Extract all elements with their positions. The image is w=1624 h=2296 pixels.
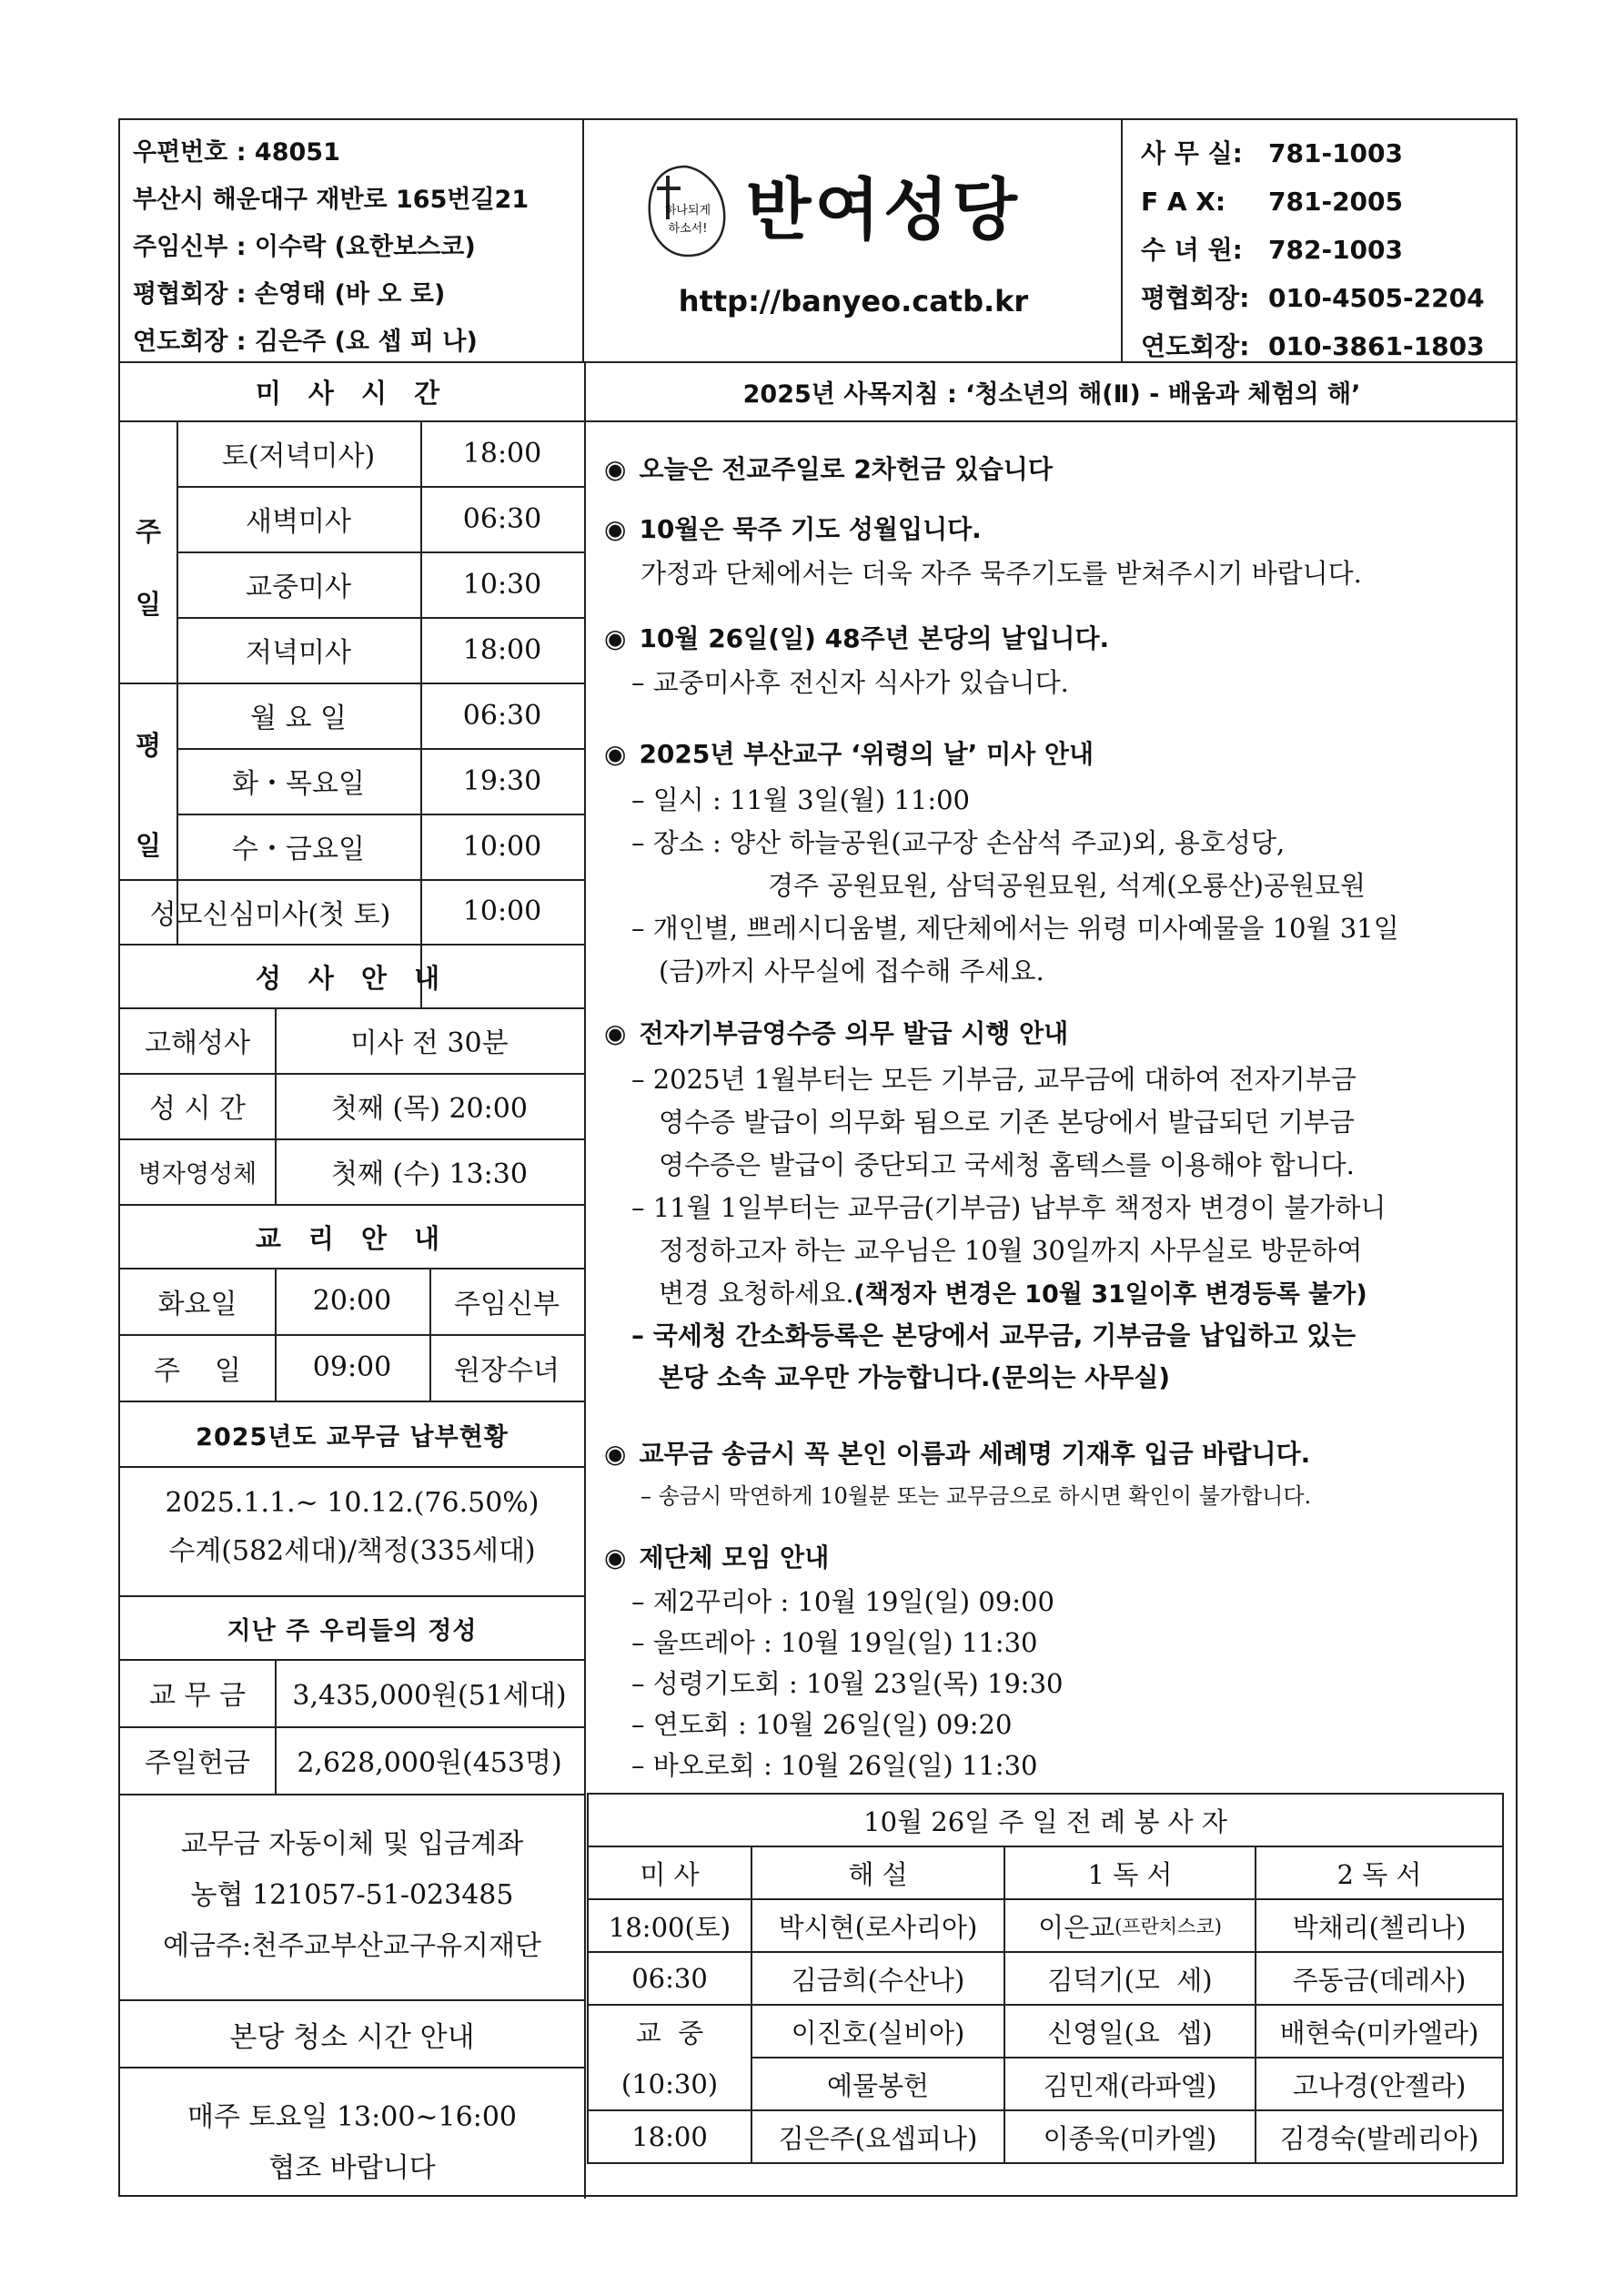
offering-title: 지난 주 우리들의 정성 — [227, 1616, 478, 1645]
weekday-label-1: 평 — [135, 729, 161, 761]
servers-reader2: 김경숙(발레리아) — [1279, 2122, 1479, 2154]
church-url[interactable]: http://banyeo.catb.kr — [678, 284, 1029, 319]
servers-mass: 06:30 — [631, 1963, 708, 1994]
servers-mass: 18:00(토) — [608, 1911, 731, 1943]
mass-row-name: 수・금요일 — [232, 834, 365, 865]
mass-row-time: 10:00 — [462, 830, 542, 863]
servers-reader2: 고나경(안젤라) — [1292, 2069, 1467, 2101]
meeting-line: – 울뜨레아 : 10월 19일(일) 11:30 — [631, 1627, 1038, 1658]
servers-reader2: 배현숙(미카엘라) — [1279, 2017, 1479, 2048]
servers-reader1: 김덕기(모 세) — [1047, 1964, 1213, 1996]
dues-households: 수계(582세대)/책정(335세대) — [168, 1535, 536, 1567]
catechism-day: 주 일 — [153, 1354, 242, 1387]
mass-row-name: 화・목요일 — [232, 768, 365, 800]
notice-all-souls-mass: ◉ 2025년 부산교구 ‘위령의 날’ 미사 안내 – 일시 : 11월 3일(월) 11:00 – 장소 : 양산 하늘공원(교구장 손삼석 주교)외, 용호성당, 경주 공원묘원, 삼덕공원묘원, 석계(오룡산)공원묘원 – 개인별, 쁘레시디움별, 제단체에서는 위령 미사예물을 10월 31일 (금)까지 사무실에 접수해 주세요. — [604, 739, 1399, 986]
mass-row-name: 월 요 일 — [249, 703, 347, 734]
mass-row-time: 19:30 — [462, 764, 542, 797]
servers-reader2: 주동금(데레사) — [1292, 1964, 1467, 1996]
servers-header-mass: 미 사 — [640, 1858, 700, 1890]
cleaning-time: 매주 토요일 13:00~16:00 — [187, 2101, 518, 2133]
mass-times-title: 미 사 시 간 — [255, 378, 449, 409]
meeting-line: – 연도회 : 10월 26일(일) 09:20 — [631, 1709, 1013, 1740]
contact-office: 사 무 실: 781-1003 — [1141, 138, 1403, 168]
account-number: 농협 121057-51-023485 — [190, 1879, 514, 1911]
mass-row-name: 토(저녁미사) — [221, 440, 376, 472]
servers-commentator: 김은주(요셉피나) — [778, 2122, 978, 2154]
church-logo-icon — [641, 161, 731, 261]
contact-list — [1123, 120, 1519, 361]
servers-reader1: 신영일(요 셉) — [1047, 2017, 1213, 2048]
logo-text-1: 하나되게 — [664, 204, 711, 217]
catechism-time: 20:00 — [312, 1285, 392, 1317]
weekday-label-2: 일 — [135, 829, 161, 861]
sunday-label-1: 주 — [135, 515, 161, 547]
mass-row-time: 06:30 — [462, 502, 542, 535]
servers-header-commentator: 해 설 — [848, 1858, 908, 1890]
servers-commentator: 김금희(수산나) — [791, 1964, 965, 1996]
meeting-line: – 제2꾸리아 : 10월 19일(일) 09:00 — [631, 1586, 1054, 1617]
notice-parish-day: ◉ 10월 26일(일) 48주년 본당의 날입니다. – 교중미사후 전신자 식사가 있습니다. — [604, 623, 1110, 698]
notice-mission-sunday: ◉ 오늘은 전교주일로 2차헌금 있습니다 — [604, 454, 1053, 484]
church-title-block — [584, 120, 1123, 361]
contact-convent: 수 녀 원: 782-1003 — [1141, 235, 1403, 265]
notice-e-receipt: ◉ 전자기부금영수증 의무 발급 시행 안내 – 2025년 1월부터는 모든 기부금, 교무금에 대하여 전자기부금 영수증 발급이 의무화 됨으로 기존 본당에서 발급되던 기부금 영수증은 발급이 중단되고 국세청 홈텍스를 이용해야 합니다. – 11월 1일부터는 교무금(기부금) 납부후 책정자 변경이 불가하니 정정하고자 하는 교우님은 10월 30일까지 사무실로 방문하여 변경 요청하세요.(책정자 변경은 10월 31일이후 변경등록 불가) – 국세청 간소화등록은 본당에서 교무금, 기부금을 납입하고 있는 본당 소속 교우만 가능합니다.(문의는 사무실) — [604, 1018, 1387, 1392]
servers-commentator: 박시현(로사리아) — [778, 1911, 978, 1943]
contact-council: 평협회장: 010-4505-2204 — [1141, 283, 1485, 313]
servers-mass: 18:00 — [631, 2121, 708, 2152]
servers-mass: 교 중 — [635, 2017, 704, 2048]
legion-president: 연도회장 : 김은주 (요 셉 피 나) — [133, 328, 478, 356]
church-info — [120, 120, 584, 361]
meeting-line: – 성령기도회 : 10월 23일(목) 19:30 — [631, 1668, 1064, 1699]
liturgy-servers-table — [587, 1793, 1504, 2164]
servers-reader2: 박채리(첼리나) — [1292, 1911, 1467, 1943]
sacrament-name: 성 시 간 — [148, 1093, 246, 1125]
church-name: 반여성당 — [746, 171, 1021, 249]
dues-title: 2025년도 교무금 납부현황 — [196, 1422, 509, 1451]
catechism-title: 교 리 안 내 — [255, 1222, 449, 1254]
cleaning-request: 협조 바랍니다 — [268, 2152, 436, 2184]
contact-legion: 연도회장: 010-3861-1803 — [1141, 331, 1485, 361]
notice-group-meetings: ◉ 제단체 모임 안내 – 제2꾸리아 : 10월 19일(일) 09:00 – 울뜨레아 : 10월 19일(일) 11:30 – 성령기도회 : 10월 23일(목) 19:30 – 연도회 : 10월 26일(일) 09:20 – 바오로회 : 10월 26일(일) 11:30 — [604, 1538, 1509, 1783]
mass-row-time: 10:30 — [462, 568, 542, 601]
sacrament-name: 고해성사 — [145, 1027, 250, 1059]
offering-name: 주일헌금 — [145, 1747, 250, 1779]
offering-value: 3,435,000원(51세대) — [292, 1680, 567, 1712]
contact-fax: F A X: 781-2005 — [1141, 187, 1403, 217]
sacraments-title: 성 사 안 내 — [255, 962, 449, 994]
council-president: 평협회장 : 손영태 (바 오 로) — [133, 280, 446, 308]
cleaning-title: 본당 청소 시간 안내 — [229, 2020, 475, 2054]
sacrament-value: 첫째 (목) 20:00 — [331, 1093, 528, 1125]
servers-header-reader2: 2 독 서 — [1337, 1858, 1422, 1890]
servers-reader1: 김민재(라파엘) — [1043, 2069, 1217, 2101]
servers-reader1: 이종욱(미카엘) — [1043, 2122, 1217, 2154]
servers-header-reader1: 1 독 서 — [1087, 1858, 1173, 1890]
catechism-day: 화요일 — [157, 1288, 237, 1320]
account-holder: 예금주:천주교부산교구유지재단 — [163, 1930, 541, 1962]
first-saturday-mass: 성모신심미사(첫 토) — [149, 898, 391, 931]
mass-row-name: 저녁미사 — [246, 637, 351, 669]
sacrament-value: 첫째 (수) 13:30 — [331, 1158, 528, 1190]
dues-period: 2025.1.1.~ 10.12.(76.50%) — [165, 1486, 540, 1519]
pastoral-motto: 2025년 사목지침 : ‘청소년의 해(Ⅱ) - 배움과 체험의 해’ — [742, 380, 1361, 409]
mass-row-time: 18:00 — [462, 437, 542, 470]
servers-title: 10월 26일 주 일 전 례 봉 사 자 — [863, 1805, 1227, 1837]
servers-commentator: 이진호(실비아) — [791, 2017, 965, 2048]
servers-reader1: 이은교 (프란치스코) — [1038, 1911, 1222, 1943]
address: 부산시 해운대구 재반로 165번길21 — [133, 186, 530, 214]
account-title: 교무금 자동이체 및 입금계좌 — [180, 1828, 524, 1860]
servers-mass: (10:30) — [620, 2068, 719, 2099]
meeting-line: – 바오로회 : 10월 26일(일) 11:30 — [631, 1750, 1038, 1781]
catechism-teacher: 주임신부 — [454, 1288, 560, 1320]
catechism-time: 09:00 — [312, 1351, 392, 1383]
mass-row-time: 18:00 — [462, 633, 542, 666]
postal-code: 우편번호 : 48051 — [133, 138, 340, 167]
logo-text-2: 하소서! — [668, 222, 708, 236]
mass-row-name: 교중미사 — [246, 571, 351, 603]
catechism-teacher: 원장수녀 — [454, 1354, 560, 1387]
notice-rosary-month: ◉ 10월은 묵주 기도 성월입니다. 가정과 단체에서는 더욱 자주 묵주기도를 받쳐주시기 바랍니다. — [604, 514, 1362, 589]
mass-row-name: 새벽미사 — [246, 506, 351, 538]
first-saturday-time: 10:00 — [462, 895, 542, 927]
sacrament-name: 병자영성체 — [137, 1159, 257, 1188]
mass-row-time: 06:30 — [462, 699, 542, 732]
servers-commentator: 예물봉헌 — [826, 2069, 930, 2101]
sacrament-value: 미사 전 30분 — [350, 1027, 509, 1059]
sunday-label-2: 일 — [135, 588, 161, 620]
offering-name: 교 무 금 — [148, 1680, 246, 1712]
offering-value: 2,628,000원(453명) — [297, 1747, 562, 1779]
pastor: 주임신부 : 이수락 (요한보스코) — [133, 233, 476, 261]
notice-remittance: ◉ 교무금 송금시 꼭 본인 이름과 세례명 기재후 입금 바랍니다. – 송금시 막연하게 10월분 또는 교무금으로 하시면 확인이 불가합니다. — [604, 1439, 1312, 1509]
